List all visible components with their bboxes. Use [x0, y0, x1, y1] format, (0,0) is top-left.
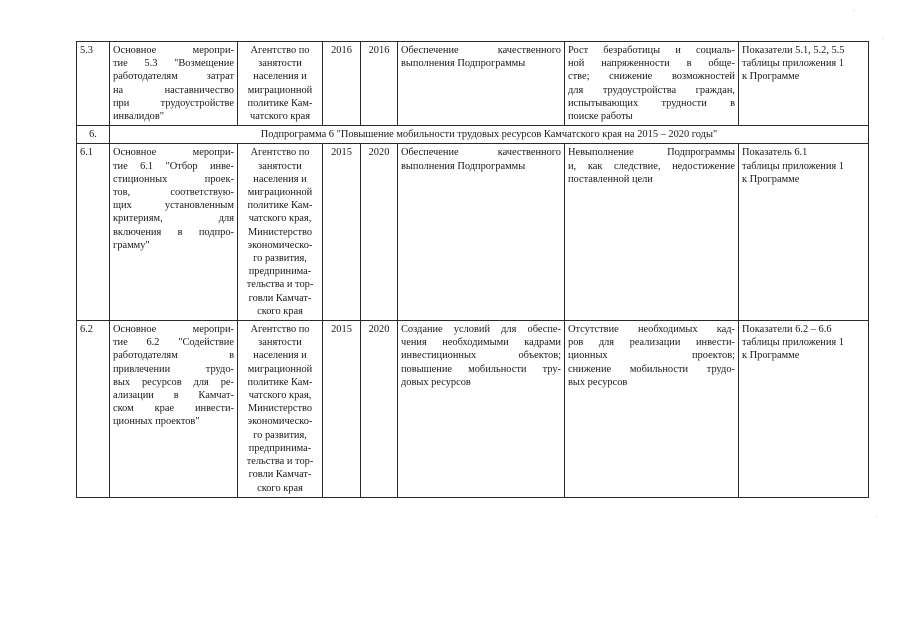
measure-number: 6.2 — [77, 321, 110, 498]
non-implementation-consequences-line: снижение мобильности трудо- — [568, 363, 735, 375]
measure-title-line: привлечении трудо- — [113, 363, 234, 375]
measure-executor-line: тельства и тор- — [246, 456, 314, 468]
measure-executor-line: занятости — [258, 160, 302, 172]
non-implementation-consequences-line: ров для реализации инвести- — [568, 337, 735, 349]
table-row — [77, 42, 869, 126]
non-implementation-consequences-line: ционных проектов; — [568, 350, 735, 362]
table-row — [77, 144, 869, 321]
related-indicators-line: таблицы приложения 1 — [742, 160, 844, 172]
measure-executor-line: чатского края, — [248, 390, 312, 402]
measure-executor-line: Министерство — [247, 403, 313, 415]
measure-title-line: тие 6.1 "Отбор инве- — [113, 160, 234, 172]
measure-title-line: грамму" — [113, 239, 150, 251]
expected-result-line: чения необходимыми кадрами — [401, 337, 561, 349]
measure-title-line: работодателям затрат — [113, 71, 234, 83]
related-indicators — [739, 144, 869, 321]
measure-executor-line: Агентство по — [250, 147, 310, 159]
scan-mark: · — [876, 514, 878, 521]
related-indicators-line: к Программе — [742, 173, 800, 185]
end-year: 2016 — [361, 42, 398, 126]
measure-title-line: критериям, для — [113, 213, 234, 225]
measure-title — [110, 321, 238, 498]
measure-title-line: ционных проектов" — [113, 416, 200, 428]
end-year: 2020 — [361, 144, 398, 321]
start-year: 2016 — [323, 42, 361, 126]
measure-executor-line: Министерство — [247, 226, 313, 238]
measure-title-line: Основное меропри- — [113, 45, 234, 56]
measure-executor-line: го развития, — [253, 253, 307, 265]
measures-table — [76, 41, 869, 498]
measure-executor-line: занятости — [258, 337, 302, 349]
measure-executor — [238, 42, 323, 126]
measure-title-line: Основное меропри- — [113, 324, 234, 336]
related-indicators-line: Показатели 5.1, 5.2, 5.5 — [742, 45, 845, 56]
non-implementation-consequences-line: испытывающих трудности в — [568, 97, 735, 109]
measure-executor-line: экономическо- — [247, 416, 313, 428]
non-implementation-consequences-line: Отсутствие необходимых кад- — [568, 324, 735, 336]
measure-number: 6.1 — [77, 144, 110, 321]
measure-executor-line: Агентство по — [250, 324, 310, 336]
measure-executor-line: занятости — [258, 58, 302, 70]
measure-executor-line: ского края — [257, 305, 303, 317]
scan-mark: · — [853, 8, 855, 15]
measure-title — [110, 42, 238, 126]
expected-result — [398, 144, 565, 321]
non-implementation-consequences-line: для трудоустройства граждан, — [568, 84, 735, 96]
measure-executor — [238, 321, 323, 498]
non-implementation-consequences-line: и, как следствие, недостижение — [568, 160, 735, 172]
measure-executor-line: экономическо- — [247, 239, 313, 251]
measure-title — [110, 144, 238, 321]
measure-executor-line: предпринима- — [248, 266, 312, 278]
related-indicators-line: Показатели 6.2 – 6.6 — [742, 324, 832, 336]
expected-result — [398, 321, 565, 498]
measure-title-line: тов, соответствую- — [113, 187, 234, 199]
start-year: 2015 — [323, 144, 361, 321]
non-implementation-consequences — [565, 144, 739, 321]
expected-result-line: довых ресурсов — [401, 376, 471, 388]
measure-executor-line: го развития, — [253, 429, 307, 441]
scan-mark: · — [882, 36, 884, 43]
measure-executor-line: населения и — [253, 173, 307, 185]
measure-title-line: тие 6.2 "Содействие — [113, 337, 234, 349]
measure-executor-line: миграционной — [247, 84, 313, 96]
measure-executor-line: ского края — [257, 482, 303, 494]
related-indicators-line: к Программе — [742, 350, 800, 362]
related-indicators — [739, 42, 869, 126]
subprogram-number: 6. — [77, 126, 110, 144]
measure-title-line: тие 5.3 "Возмещение — [113, 58, 234, 70]
subprogram-header-row — [77, 126, 869, 144]
measure-title-line: работодателям в — [113, 350, 234, 362]
measure-executor-line: чатского края — [250, 111, 310, 123]
measure-title-line: на наставничество — [113, 84, 234, 96]
measure-title-line: вых ресурсов для ре- — [113, 376, 234, 388]
subprogram-title: Подпрограмма 6 "Повышение мобильности трудовых ресурсов Камчатского края на 2015 – 2020 годы" — [110, 126, 869, 144]
expected-result-line: Создание условий для обеспе- — [401, 324, 561, 336]
related-indicators-line: таблицы приложения 1 — [742, 58, 844, 70]
measure-executor-line: политике Кам- — [247, 376, 313, 388]
measure-number: 5.3 — [77, 42, 110, 126]
non-implementation-consequences-line: вых ресурсов — [568, 376, 628, 388]
measure-executor-line: миграционной — [247, 363, 313, 375]
measure-executor-line: говли Камчат- — [248, 292, 312, 304]
non-implementation-consequences-line: поставленной цели — [568, 173, 653, 185]
non-implementation-consequences-line: ной напряженности в обще- — [568, 58, 735, 70]
expected-result — [398, 42, 565, 126]
measure-title-line: ском крае инвести- — [113, 403, 234, 415]
related-indicators — [739, 321, 869, 498]
non-implementation-consequences-line: поиске работы — [568, 111, 633, 123]
non-implementation-consequences-line: стве; снижение возможностей — [568, 71, 735, 83]
table-row — [77, 321, 869, 498]
related-indicators-line: к Программе — [742, 71, 800, 83]
measure-title-line: щих установленным — [113, 200, 234, 212]
measure-executor-line: политике Кам- — [247, 200, 313, 212]
measure-title-line: при трудоустройстве — [113, 97, 234, 109]
measure-executor-line: населения и — [253, 71, 307, 83]
non-implementation-consequences — [565, 321, 739, 498]
start-year: 2015 — [323, 321, 361, 498]
measure-executor-line: тельства и тор- — [246, 279, 314, 291]
measure-executor-line: миграционной — [247, 187, 313, 199]
non-implementation-consequences-line: Рост безработицы и социаль- — [568, 45, 735, 56]
related-indicators-line: таблицы приложения 1 — [742, 337, 844, 349]
expected-result-line: инвестиционных объектов; — [401, 350, 561, 362]
measure-executor-line: населения и — [253, 350, 307, 362]
non-implementation-consequences-line: Невыполнение Подпрограммы — [568, 147, 735, 159]
related-indicators-line: Показатель 6.1 — [742, 147, 808, 159]
expected-result-line: выполнения Подпрограммы — [401, 58, 526, 70]
expected-result-line: повышение мобильности тру- — [401, 363, 561, 375]
measure-executor-line: чатского края, — [248, 213, 312, 225]
expected-result-line: Обеспечение качественного — [401, 147, 561, 159]
expected-result-line: выполнения Подпрограммы — [401, 160, 526, 172]
measure-title-line: включения в подпро- — [113, 226, 234, 238]
expected-result-line: Обеспечение качественного — [401, 45, 561, 56]
end-year: 2020 — [361, 321, 398, 498]
measure-title-line: ализации в Камчат- — [113, 390, 234, 402]
measure-executor-line: политике Кам- — [247, 97, 313, 109]
non-implementation-consequences — [565, 42, 739, 126]
measure-executor-line: говли Камчат- — [248, 469, 312, 481]
measure-title-line: Основное меропри- — [113, 147, 234, 159]
measure-executor-line: предпринима- — [248, 442, 312, 454]
measure-executor-line: Агентство по — [250, 45, 310, 56]
measure-title-line: стиционных проек- — [113, 173, 234, 185]
measure-executor — [238, 144, 323, 321]
measure-title-line: инвалидов" — [113, 111, 164, 123]
